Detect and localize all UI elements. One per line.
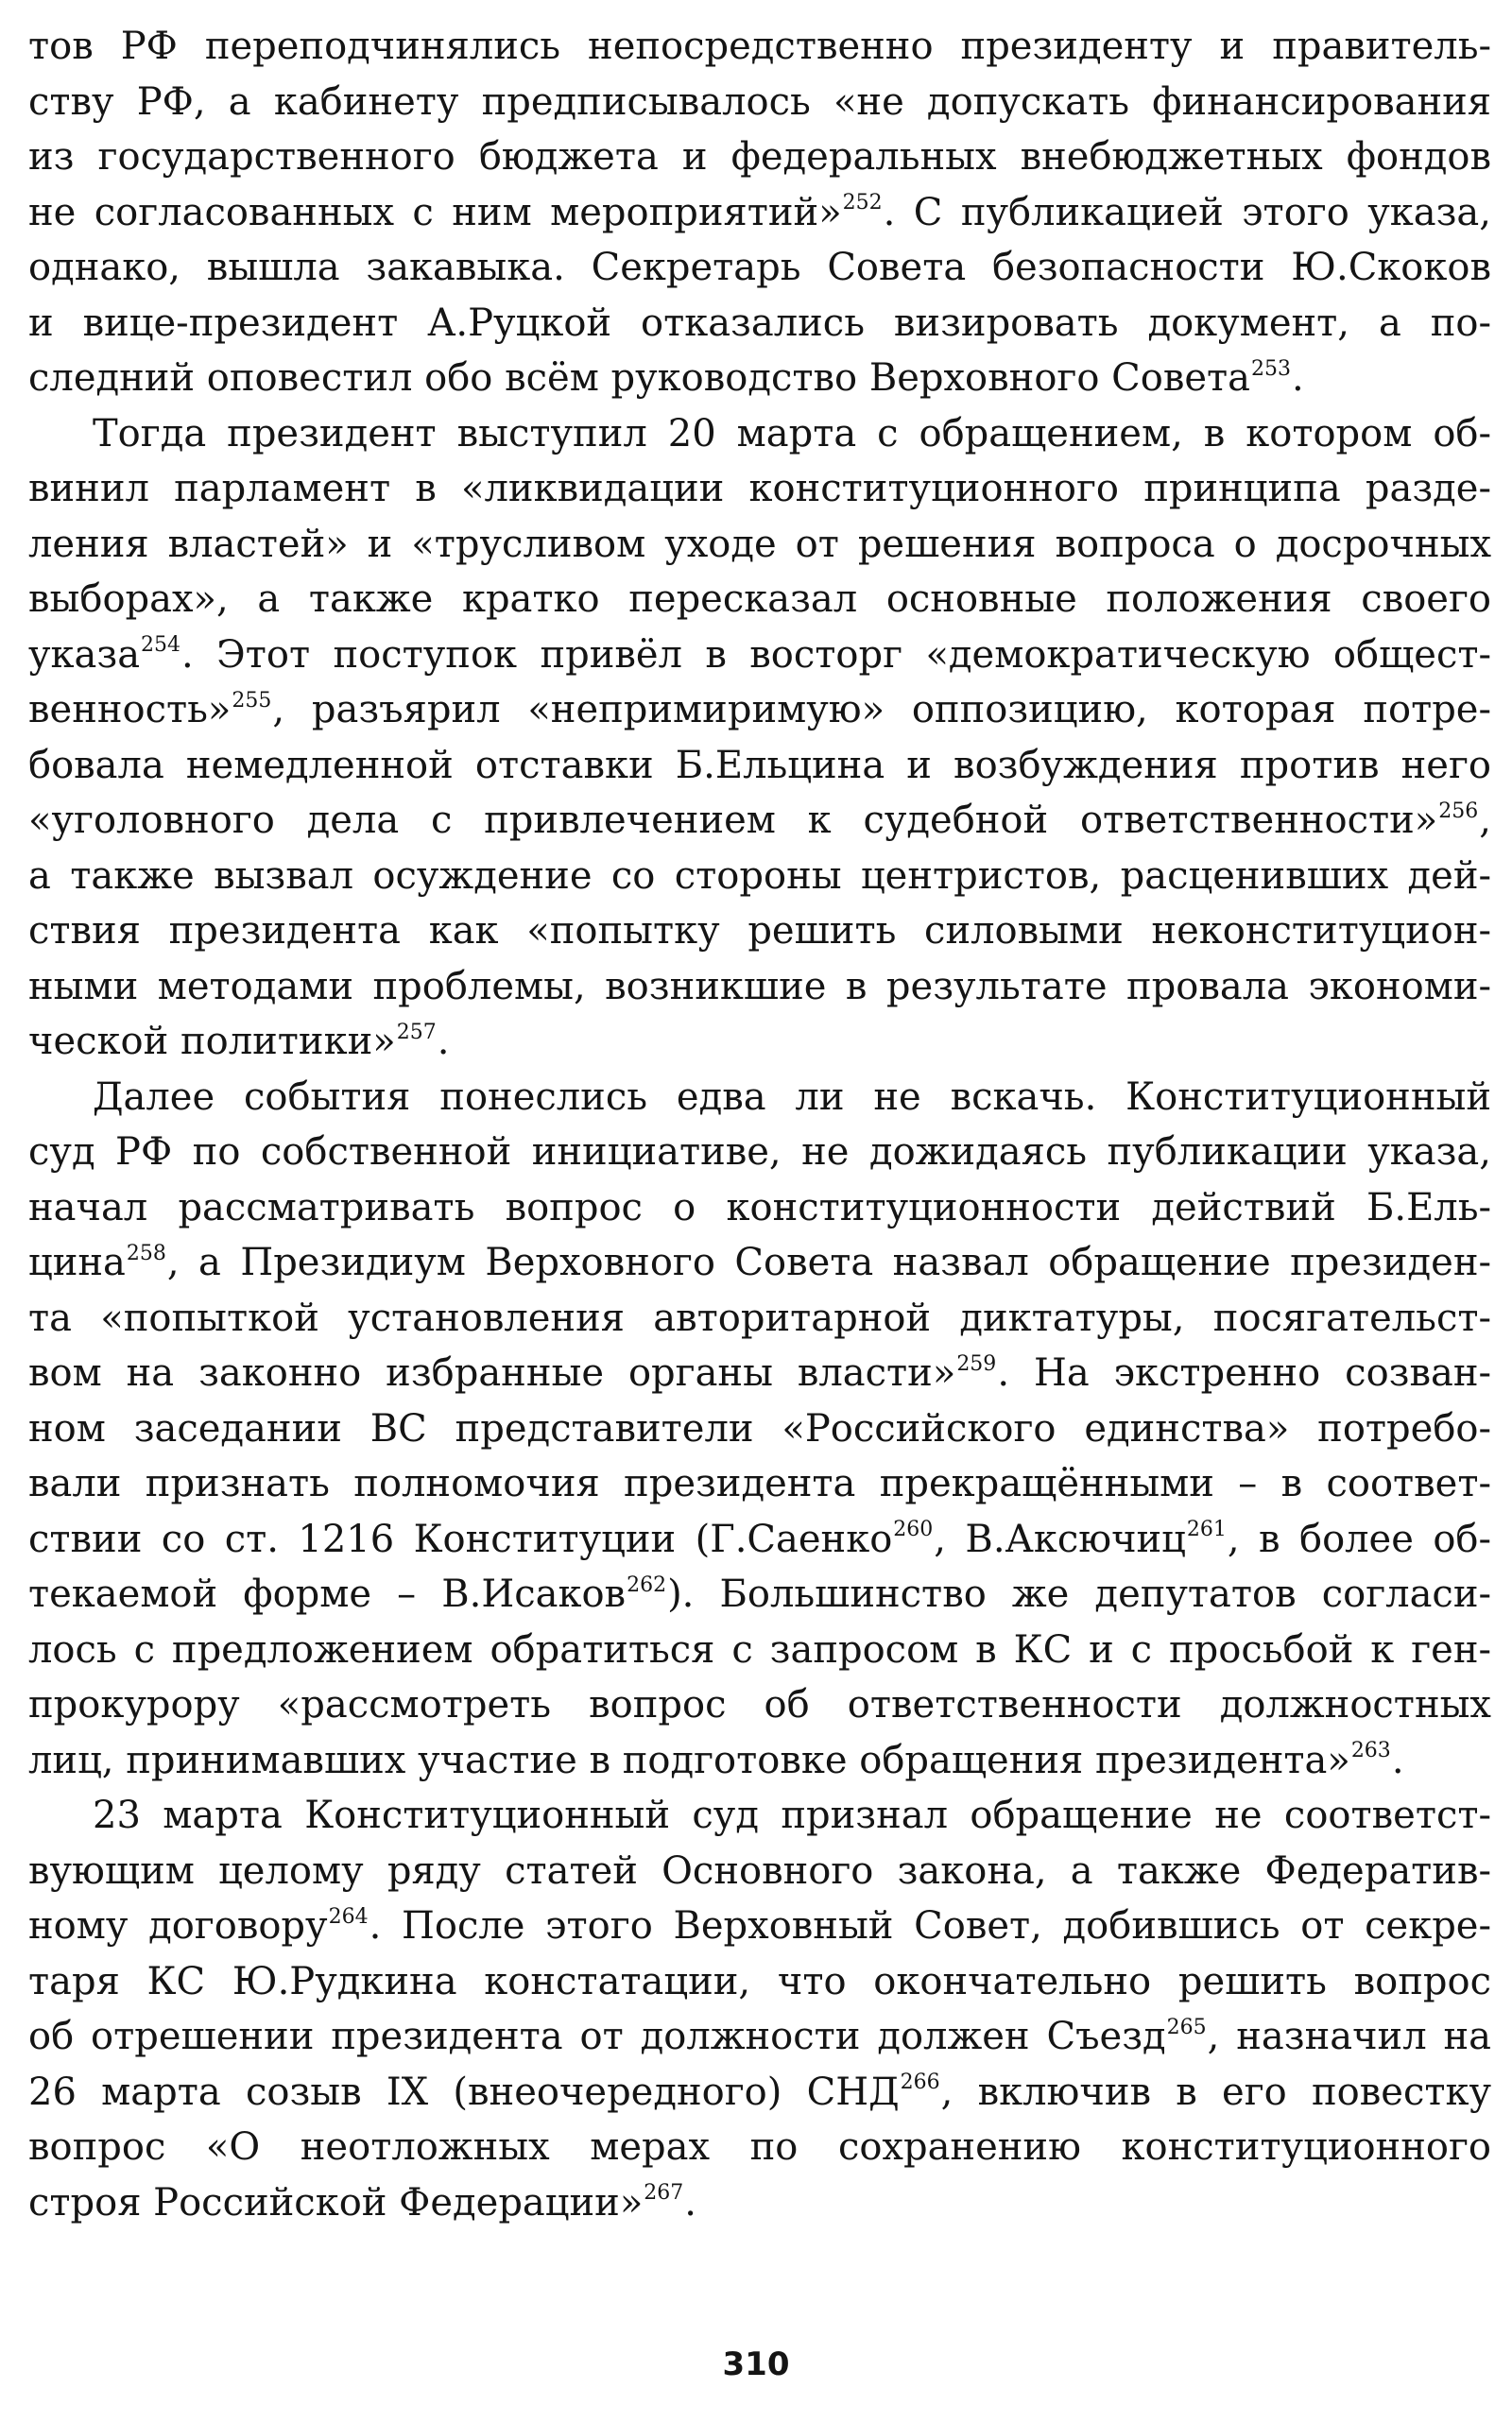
text-segment: ствия президента как «попытку решить силовыми неконституцион-: [28, 909, 1491, 953]
text-segment: , В.Аксючиц: [934, 1517, 1186, 1561]
text-line: [28, 296, 1491, 352]
footnote-ref: 263: [1350, 1739, 1391, 1763]
footnote-ref: 259: [956, 1351, 997, 1376]
text-segment: Далее события понеслись едва ли не вскачь. Конституционный: [93, 1074, 1491, 1119]
text-line: [28, 1235, 1491, 1291]
text-segment: .: [684, 2180, 697, 2225]
text-line: [28, 1346, 1491, 1401]
footnote-ref: 266: [900, 2071, 940, 2095]
text-segment: . С публикацией этого указа,: [883, 190, 1491, 234]
text-segment: ческой политики»: [28, 1020, 396, 1063]
page-number: 310: [722, 2346, 790, 2383]
footnote-ref: 257: [396, 1020, 437, 1044]
text-line: [28, 2175, 1491, 2231]
footnote-ref: 261: [1186, 1518, 1227, 1542]
text-segment: прокурору «рассмотреть вопрос об ответственности должностных: [28, 1683, 1491, 1727]
text-segment: . Этот поступок привёл в восторг «демократическую общест-: [181, 632, 1491, 677]
text-segment: ,: [1479, 799, 1491, 842]
text-line: [28, 1954, 1491, 2010]
footnote-ref: 258: [126, 1241, 166, 1265]
text-line: [28, 1180, 1491, 1236]
text-line: [28, 406, 1491, 462]
footnote-ref: 254: [141, 633, 181, 658]
text-segment: однако, вышла закавыка. Секретарь Совета безопасности Ю.Скоков: [28, 246, 1491, 289]
text-line: [28, 1788, 1491, 1844]
text-segment: об отрешении президента от должности должен Съезд: [28, 2015, 1166, 2058]
text-segment: не согласованных с ним мероприятий»: [28, 190, 842, 234]
text-line: [28, 1125, 1491, 1180]
text-line: [28, 903, 1491, 959]
footnote-ref: 256: [1438, 799, 1479, 823]
text-line: [28, 19, 1491, 75]
text-line: [28, 240, 1491, 296]
text-segment: выборах», а также кратко пересказал основные положения своего: [28, 577, 1491, 621]
footnote-ref: 267: [644, 2181, 684, 2206]
text-line: [28, 1733, 1491, 1789]
text-segment: «уголовного дела с привлечением к судебной ответственности»: [28, 799, 1438, 842]
text-segment: , в более об-: [1227, 1517, 1492, 1561]
text-line: [28, 461, 1491, 517]
footnote-ref: 265: [1166, 2015, 1207, 2039]
footnote-ref: 260: [893, 1518, 934, 1542]
paragraph: [28, 406, 1491, 1070]
text-segment: бовала немедленной отставки Б.Ельцина и возбуждения против него: [28, 743, 1491, 787]
text-line: [28, 1844, 1491, 1899]
paragraph: [28, 1788, 1491, 2230]
text-segment: тов РФ переподчинялись непосредственно президенту и правитель-: [28, 25, 1491, 68]
paragraph: [28, 19, 1491, 406]
text-segment: .: [1391, 1738, 1404, 1782]
footnote-ref: 262: [627, 1572, 667, 1597]
text-segment: ству РФ, а кабинету предписывалось «не допускать финансирования: [28, 79, 1491, 124]
text-line: [28, 517, 1491, 573]
text-segment: , а Президиум Верховного Совета назвал обращение президен-: [166, 1241, 1491, 1284]
footnote-ref: 255: [232, 688, 272, 713]
text-line: [28, 1677, 1491, 1733]
text-segment: .: [437, 1020, 450, 1063]
text-segment: лось с предложением обратиться с запросом в КС и с просьбой к ген-: [28, 1627, 1491, 1672]
text-line: [28, 1014, 1491, 1070]
text-segment: ном заседании ВС представители «Российского единства» потребо-: [28, 1406, 1491, 1451]
text-segment: лиц, принимавших участие в подготовке обращения президента»: [28, 1738, 1350, 1782]
text-segment: ному договору: [28, 1904, 328, 1948]
text-segment: ). Большинство же депутатов согласи-: [667, 1572, 1492, 1616]
text-line: [28, 1070, 1491, 1126]
text-line: [28, 2120, 1491, 2175]
text-line: [28, 185, 1491, 241]
text-segment: а также вызвал осуждение со стороны центристов, расценивших дей-: [28, 853, 1491, 898]
text-segment: , назначил на: [1207, 2015, 1491, 2058]
text-segment: ствии со ст. 1216 Конституции (Г.Саенко: [28, 1517, 893, 1561]
text-segment: начал рассматривать вопрос о конституционности действий Б.Ель-: [28, 1185, 1491, 1229]
text-segment: 23 марта Конституционный суд признал обращение не соответст-: [93, 1794, 1491, 1837]
text-segment: венность»: [28, 688, 232, 731]
text-line: [28, 75, 1491, 130]
footnote-ref: 253: [1251, 356, 1292, 381]
text-segment: из государственного бюджета и федеральных внебюджетных фондов: [28, 135, 1491, 179]
footnote-ref: 264: [328, 1904, 369, 1929]
text-line: [28, 959, 1491, 1015]
text-segment: , включив в его повестку: [940, 2070, 1492, 2114]
text-segment: вом на законно избранные органы власти»: [28, 1351, 956, 1395]
text-line: [28, 1401, 1491, 1457]
text-line: [28, 351, 1491, 406]
text-line: [28, 627, 1491, 683]
text-segment: вопрос «О неотложных мерах по сохранению конституционного: [28, 2125, 1491, 2169]
text-segment: цина: [28, 1241, 126, 1284]
text-line: [28, 2009, 1491, 2065]
text-segment: текаемой форме – В.Исаков: [28, 1572, 627, 1616]
text-segment: строя Российской Федерации»: [28, 2180, 644, 2225]
text-segment: винил парламент в «ликвидации конституционного принципа разде-: [28, 467, 1491, 510]
text-segment: 26 марта созыв IX (внеочередного) СНД: [28, 2070, 900, 2114]
text-segment: ления властей» и «трусливом уходе от решения вопроса о досрочных: [28, 522, 1491, 566]
text-segment: Тогда президент выступил 20 марта с обращением, в котором об-: [93, 411, 1491, 455]
text-line: [28, 1291, 1491, 1347]
text-segment: . После этого Верховный Совет, добившись от секре-: [369, 1904, 1491, 1948]
text-line: [28, 572, 1491, 627]
text-line: [28, 1623, 1491, 1678]
text-segment: вали признать полномочия президента прекращёнными – в соответ-: [28, 1462, 1491, 1505]
text-line: [28, 129, 1491, 185]
text-segment: та «попыткой установления авторитарной диктатуры, посягательст-: [28, 1296, 1491, 1340]
text-segment: .: [1292, 356, 1304, 400]
text-segment: и вице-президент А.Руцкой отказались визировать документ, а по-: [28, 301, 1491, 345]
text-line: [28, 1512, 1491, 1568]
text-line: [28, 2065, 1491, 2121]
text-line: [28, 682, 1491, 738]
text-segment: указа: [28, 632, 141, 677]
text-line: [28, 1456, 1491, 1512]
text-line: [28, 1567, 1491, 1623]
text-segment: следний оповестил обо всём руководство Верховного Совета: [28, 356, 1251, 400]
text-segment: вующим целому ряду статей Основного закона, а также Федератив-: [28, 1848, 1491, 1893]
text-segment: . На экстренно созван-: [997, 1351, 1492, 1395]
paragraph: [28, 1070, 1491, 1789]
footnote-ref: 252: [842, 191, 883, 215]
text-segment: , разъярил «непримиримую» оппозицию, которая потре-: [272, 688, 1491, 731]
text-line: [28, 793, 1491, 849]
page-body: [28, 19, 1491, 2230]
text-segment: ными методами проблемы, возникшие в результате провала экономи-: [28, 964, 1491, 1008]
text-segment: суд РФ по собственной инициативе, не дожидаясь публикации указа,: [28, 1130, 1491, 1174]
text-line: [28, 849, 1491, 904]
text-line: [28, 1899, 1491, 1954]
text-segment: таря КС Ю.Рудкина констатации, что окончательно решить вопрос: [28, 1959, 1491, 2003]
text-line: [28, 738, 1491, 794]
